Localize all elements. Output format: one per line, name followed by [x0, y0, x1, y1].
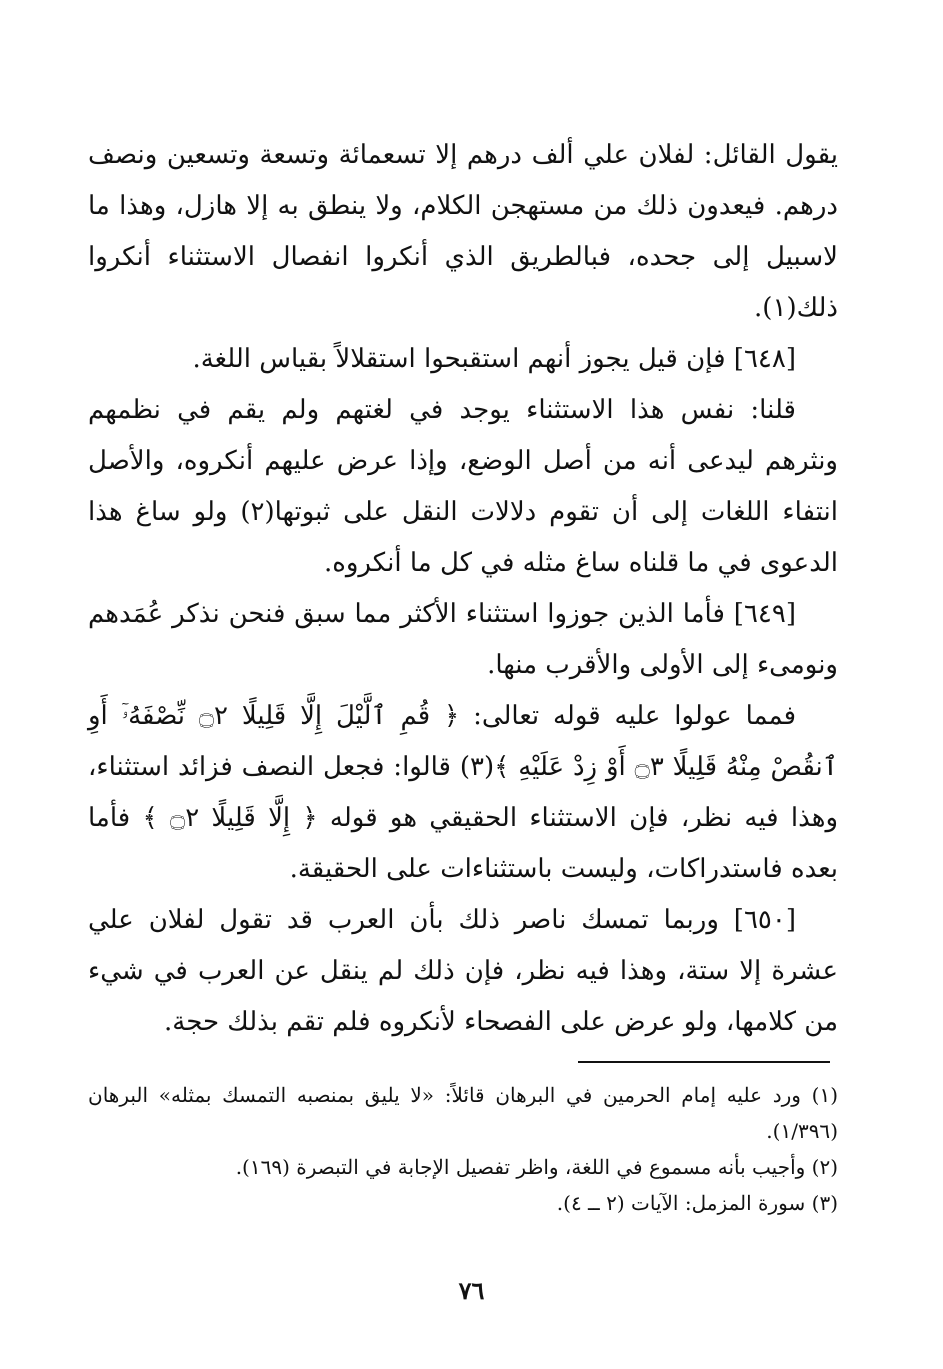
- page-number: ٧٦: [458, 1276, 485, 1305]
- paragraph-649: [٦٤٩] فأما الذين جوزوا استثناء الأكثر مما سبق فنحن نذكر عُمَدهم ونومىء إلى الأولى والأقرب منها.: [88, 599, 838, 680]
- footnotes: [88, 1077, 838, 1221]
- paragraph-continuation: يقول القائل: لفلان علي ألف درهم إلا تسعمائة وتسعة وتسعين ونصف درهم. فيعدون ذلك من مستهجن الكلام، ولا ينطق به إلا هازل، وهذا ما لاسبيل إلى جحده، فبالطريق الذي أنكروا انفصال الاستثناء أنكروا ذلك(١).: [88, 140, 838, 323]
- paragraph-reply: قلنا: نفس هذا الاستثناء يوجد في لغتهم ولم يقم في نظمهم ونثرهم ليدعى أنه من أصل الوضع، وإذا عرض عليهم أنكروه، والأصل انتفاء اللغات إلى أن تقوم دلالات النقل على ثبوتها(٢) ولو ساغ هذا الدعوى في ما قلناه ساغ مثله في كل ما أنكروه.: [88, 395, 838, 578]
- paragraph-648: [٦٤٨] فإن قيل يجوز أنهم استقبحوا استقلالاً بقياس اللغة.: [192, 344, 796, 374]
- main-text: [88, 130, 838, 1048]
- footnote-2: (٢) وأجيب بأنه مسموع في اللغة، واظر تفصيل الإجابة في التبصرة (١٦٩).: [235, 1155, 838, 1179]
- footnote-3: (٣) سورة المزمل: الآيات (٢ ــ ٤).: [556, 1191, 838, 1215]
- footnote-separator: [578, 1061, 830, 1063]
- footnote-1: (١) ورد عليه إمام الحرمين في البرهان قائلاً: «لا يليق بمنصبه التمسك بمثله» البرهان (١/٣٩٦).: [88, 1083, 838, 1143]
- paragraph-650: [٦٥٠] وربما تمسك ناصر ذلك بأن العرب قد تقول لفلان علي عشرة إلا ستة، وهذا فيه نظر، فإن ذلك لم ينقل عن العرب في شيء من كلامها، ولو عرض على الفصحاء لأنكروه فلم تقم بذلك حجة.: [88, 905, 838, 1037]
- paragraph-quran-argument: فمما عولوا عليه قوله تعالى: ﴿ قُمِ ٱلَّيْلَ إِلَّا قَلِيلًا ۝٢ نِّصْفَهُۥٓ أَوِ ٱنقُصْ مِنْهُ قَلِيلًا ۝٣ أَوْ زِدْ عَلَيْهِ ﴾(٣) قالوا: فجعل النصف فزائد استثناء، وهذا فيه نظر، فإن الاستثناء الحقيقي هو قوله ﴿ إِلَّا قَلِيلًا ۝٢ ﴾ فأما بعده فاستدراكات، وليست باستثناءات على الحقيقة.: [88, 701, 838, 884]
